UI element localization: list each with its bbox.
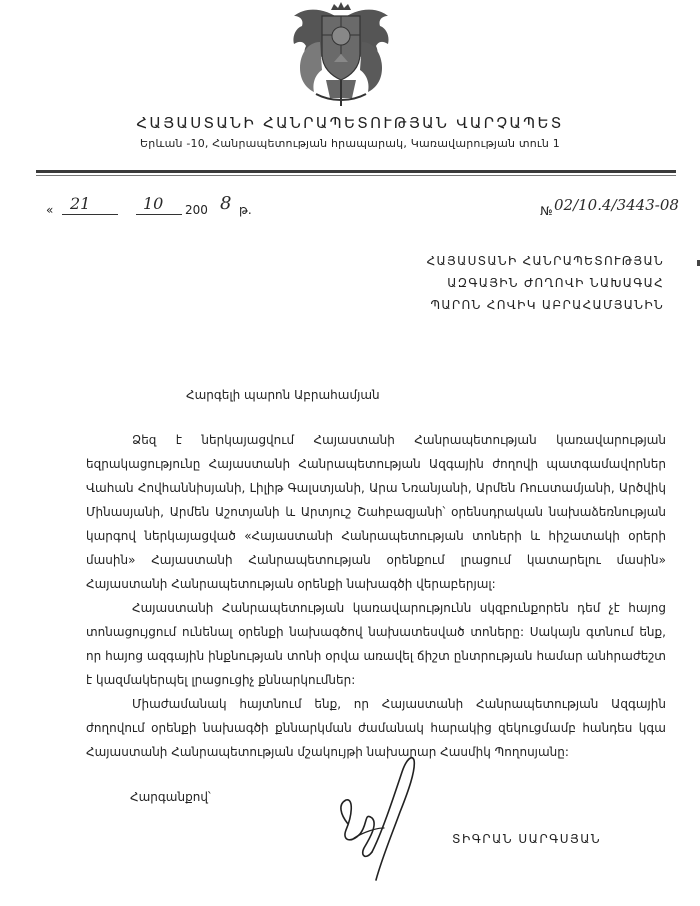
header-divider-thin — [36, 175, 676, 176]
closing-phrase: Հարգանքով՝ — [130, 790, 211, 804]
date-day-underline — [62, 214, 118, 215]
date-year-digit: 8 — [220, 193, 232, 214]
addressee-block — [427, 250, 664, 316]
organization-title: ՀԱՅԱՍՏԱՆԻ ՀԱՆՐԱՊԵՏՈՒԹՅԱՆ ՎԱՐՉԱՊԵՏ — [136, 114, 564, 132]
date-open-quote: « — [46, 203, 54, 217]
reference-prefix: № — [540, 204, 553, 218]
body-paragraph: Ձեզ է ներկայացվում Հայաստանի Հանրապետության կառավարության եզրակացությունը Հայաստանի Հանրապետության Ազգային ժողովի պատգամավորներ Վահան Հովհաննիսյանի, Լիլիթ Գալստյանի, Արա Նռանյանի, Արմեն Ռուստամյանի, Արծվիկ Մինասյանի, Արմեն Աշոտյանի և Արտյուշ Շահբազյանի՝ օրենսդրական նախաձեռնության կարգով ներկայացված «Հայաստանի Հանրապետության տոների և հիշատակի օրերի մասին» Հայաստանի Հանրապետության օրենքում լրացում կատարելու մասին» Հայաստանի Հանրապետության օրենքի նախագծի վերաբերյալ: — [86, 433, 666, 591]
addressee-line-2: ԱԶԳԱՅԻՆ ԺՈՂՈՎԻ ՆԱԽԱԳԱՀ — [447, 276, 664, 290]
salutation: Հարգելի պարոն Աբրահամյան — [186, 388, 380, 402]
date-day: 21 — [70, 194, 91, 213]
body-paragraph: Միաժամանակ hայտնում ենք, որ Հայաստանի Հանրապետության Ազգային ժողովում օրենքի նախագծի քննարկման ժամանակ hարակից զեկուցմամբ հանդես կգա Հայաստանի Հանրապետության մշակույթի նախարար Հասմիկ Պողոսյանը: — [86, 697, 666, 759]
organization-address: Երևան -10, Հանրապետության հրապարակ, Կառավարության տուն 1 — [140, 137, 560, 150]
addressee-line-1: ՀԱՅԱՍՏԱՆԻ ՀԱՆՐԱՊԵՏՈՒԹՅԱՆ — [426, 254, 664, 268]
handwritten-signature — [320, 752, 430, 882]
body-paragraph: Հայաստանի Հանրապետության կառավարությունն սկզբունքորեն դեմ չէ հայոց տոնացույցում ունենալ օրենքի նախագծով նախատեսված տոները: Սակայն գտնում ենք, որ հայոց ազգային ինքնության տոնի օրվա առավել ճիշտ ընտրության համար անհրաժեշտ է կազմակերպել լրացուցիչ քննարկումներ: — [86, 601, 666, 687]
date-year-prefix: 200 — [185, 203, 208, 217]
date-month: 10 — [143, 194, 164, 213]
letter-body — [86, 428, 666, 764]
signer-name: ՏԻԳՐԱՆ ՍԱՐԳՍՅԱՆ — [452, 832, 602, 846]
reference-value: 02/10.4/3443-08 — [554, 196, 679, 214]
header-divider — [36, 170, 676, 173]
coat-of-arms-emblem — [286, 2, 396, 107]
date-suffix: թ. — [239, 203, 252, 217]
date-month-underline — [136, 214, 182, 215]
addressee-line-3: ՊԱՐՈՆ ՀՈՎԻԿ ԱԲՐԱՀԱՄՅԱՆԻՆ — [430, 298, 664, 312]
